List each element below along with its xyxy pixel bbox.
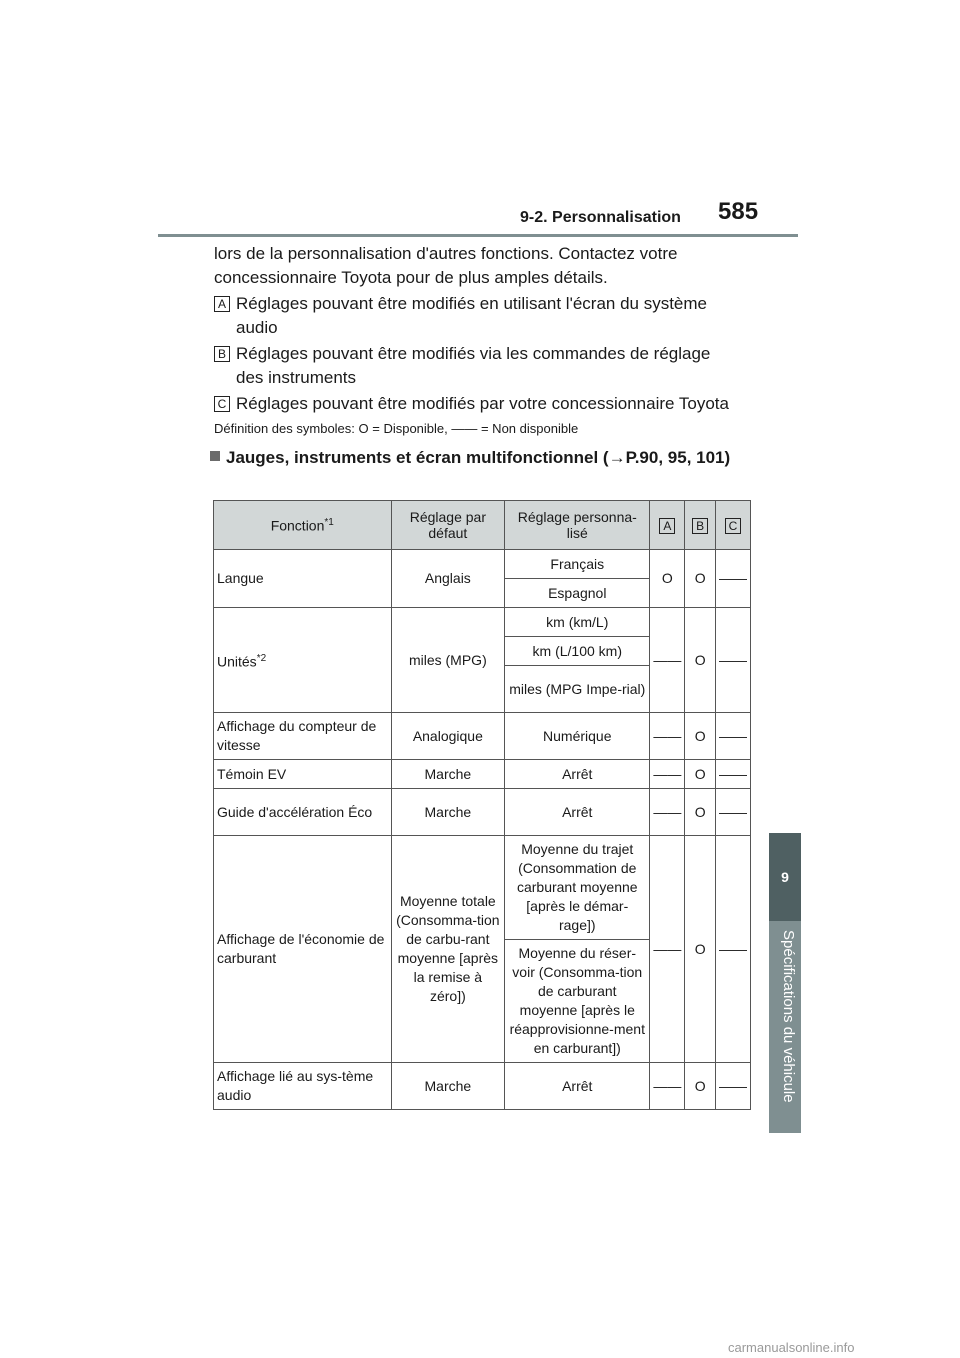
watermark: carmanualsonline.info: [728, 1340, 855, 1355]
item-b: [214, 342, 754, 390]
table-row: [214, 1063, 751, 1110]
page-header: [158, 198, 798, 237]
section-title: 9-2. Personnalisation: [520, 209, 681, 226]
section-heading: [210, 447, 770, 469]
table-row: [214, 760, 751, 789]
cell-perso: Numérique: [505, 713, 650, 760]
cell-perso: Moyenne du réser-voir (Consomma-tion de carburant moyenne [après le réapprovisionne-ment en carburant]): [505, 940, 650, 1063]
page-number: 585: [718, 198, 759, 225]
header-perso: Réglage personna-lisé: [505, 501, 650, 550]
cell-perso: Arrêt: [505, 760, 650, 789]
cell-b: O: [685, 713, 716, 760]
label-b: B: [214, 346, 230, 362]
cell-defaut: miles (MPG): [391, 608, 505, 713]
settings-table: [213, 500, 751, 1110]
cell-b: O: [685, 1063, 716, 1110]
cell-c: ——: [715, 608, 750, 713]
cell-c: ——: [715, 836, 750, 1063]
item-a-text: Réglages pouvant être modifiés en utilisant l'écran du système audio: [236, 294, 708, 337]
cell-defaut: Analogique: [391, 713, 505, 760]
item-c-text: Réglages pouvant être modifiés par votre concessionnaire Toyota: [236, 394, 729, 413]
chapter-label: Spécifications du véhicule: [780, 930, 797, 1103]
cell-fonction: Témoin EV: [214, 760, 392, 789]
header-a: A: [650, 501, 685, 550]
cell-a: ——: [650, 836, 685, 1063]
cell-defaut: Anglais: [391, 550, 505, 608]
symbol-legend: Définition des symboles: O = Disponible, —— = Non disponible: [214, 421, 579, 436]
cell-a: O: [650, 550, 685, 608]
cell-b: O: [685, 550, 716, 608]
cell-perso: Espagnol: [505, 579, 650, 608]
header-defaut: Réglage par défaut: [391, 501, 505, 550]
cell-c: ——: [715, 550, 750, 608]
cell-perso: Arrêt: [505, 789, 650, 836]
header-b: B: [685, 501, 716, 550]
label-c: C: [214, 396, 230, 412]
chapter-number: 9: [769, 833, 801, 921]
table-row: [214, 550, 751, 579]
cell-fonction: Affichage du compteur de vitesse: [214, 713, 392, 760]
cell-perso: miles (MPG Impe-rial): [505, 666, 650, 713]
cell-defaut: Moyenne totale (Consomma-tion de carbu-rant moyenne [après la remise à zéro]): [391, 836, 505, 1063]
heading-text: Jauges, instruments et écran multifonctionnel (→P.90, 95, 101): [226, 448, 731, 467]
cell-b: O: [685, 836, 716, 1063]
cell-perso: Moyenne du trajet (Consommation de carburant moyenne [après le démar-rage]): [505, 836, 650, 940]
table-row: [214, 608, 751, 637]
item-c: [214, 392, 754, 416]
cell-b: O: [685, 608, 716, 713]
cell-a: ——: [650, 1063, 685, 1110]
cell-defaut: Marche: [391, 789, 505, 836]
cell-perso: Arrêt: [505, 1063, 650, 1110]
cell-defaut: Marche: [391, 760, 505, 789]
header-c: C: [715, 501, 750, 550]
item-b-text: Réglages pouvant être modifiés via les commandes de réglage des instruments: [236, 344, 711, 387]
cell-a: ——: [650, 608, 685, 713]
cell-fonction: Affichage lié au sys-tème audio: [214, 1063, 392, 1110]
intro-paragraph: lors de la personnalisation d'autres fonctions. Contactez votre concessionnaire Toyota pour de plus amples détails.: [214, 244, 678, 287]
cell-a: ——: [650, 760, 685, 789]
cell-c: ——: [715, 760, 750, 789]
item-a: [214, 292, 754, 340]
header-fonction: Fonction$^{*1}$: [214, 501, 392, 550]
cell-b: O: [685, 760, 716, 789]
table-row: [214, 713, 751, 760]
bullet-square-icon: [210, 451, 220, 461]
cell-fonction: Unités$^{*2}$: [214, 608, 392, 713]
table-row: [214, 836, 751, 940]
cell-fonction: Langue: [214, 550, 392, 608]
cell-fonction: Guide d'accélération Éco: [214, 789, 392, 836]
cell-a: ——: [650, 713, 685, 760]
cell-a: ——: [650, 789, 685, 836]
cell-b: O: [685, 789, 716, 836]
label-a: A: [214, 296, 230, 312]
cell-perso: Français: [505, 550, 650, 579]
cell-defaut: Marche: [391, 1063, 505, 1110]
table-header-row: [214, 501, 751, 550]
cell-fonction: Affichage de l'économie de carburant: [214, 836, 392, 1063]
cell-perso: km (km/L): [505, 608, 650, 637]
cell-c: ——: [715, 1063, 750, 1110]
cell-c: ——: [715, 789, 750, 836]
cell-c: ——: [715, 713, 750, 760]
cell-perso: km (L/100 km): [505, 637, 650, 666]
table-row: [214, 789, 751, 836]
